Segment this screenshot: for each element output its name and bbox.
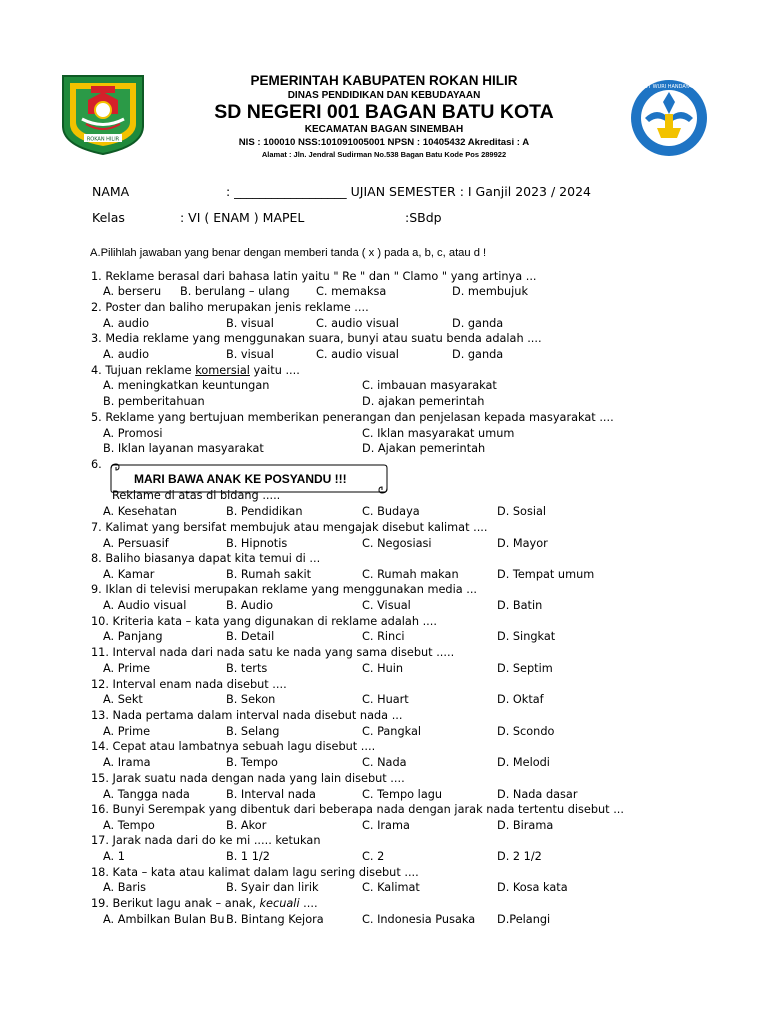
q7-option-c[interactable]: C. Negosiasi <box>362 537 432 550</box>
q9-option-a[interactable]: A. Audio visual <box>103 599 187 612</box>
q13-option-b[interactable]: B. Selang <box>226 725 280 738</box>
q8-option-b[interactable]: B. Rumah sakit <box>226 568 312 581</box>
q13-option-d[interactable]: D. Scondo <box>497 725 555 738</box>
question-2: 2. Poster dan baliho merupakan jenis reklame .... <box>91 301 369 314</box>
q19-option-d[interactable]: D.Pelangi <box>497 913 551 926</box>
q9-option-c[interactable]: C. Visual <box>362 599 411 612</box>
school-name: SD NEGERI 001 BAGAN BATU KOTA <box>214 101 554 123</box>
posyandu-banner-text: MARI BAWA ANAK KE POSYANDU !!! <box>134 472 347 486</box>
q5-option-b[interactable]: B. Iklan layanan masyarakat <box>103 442 264 455</box>
q12-option-a[interactable]: A. Sekt <box>103 693 143 706</box>
question-11: 11. Interval nada dari nada satu ke nada yang sama disebut ..... <box>91 646 455 659</box>
q13-option-c[interactable]: C. Pangkal <box>362 725 422 738</box>
q19-text-post: .... <box>299 897 318 910</box>
q4-text-underlined: komersial <box>195 364 250 377</box>
nama-label: NAMA <box>92 184 130 199</box>
q4-text-pre: 4. Tujuan reklame <box>91 364 196 377</box>
q3-option-c[interactable]: C. audio visual <box>316 348 399 361</box>
q16-option-d[interactable]: D. Birama <box>497 819 554 832</box>
q11-option-a[interactable]: A. Prime <box>103 662 151 675</box>
q17-option-c[interactable]: C. 2 <box>362 850 385 863</box>
question-16: 16. Bunyi Serempak yang dibentuk dari beberapa nada dengan jarak nada tertentu disebut ... <box>91 803 624 816</box>
q12-option-d[interactable]: D. Oktaf <box>497 693 544 706</box>
q12-option-c[interactable]: C. Huart <box>362 693 409 706</box>
q5-option-d[interactable]: D. Ajakan pemerintah <box>362 442 486 455</box>
q18-option-c[interactable]: C. Kalimat <box>362 881 420 894</box>
q11-option-c[interactable]: C. Huin <box>362 662 404 675</box>
q4-option-c[interactable]: C. imbauan masyarakat <box>362 379 497 392</box>
q7-option-a[interactable]: A. Persuasif <box>103 537 169 550</box>
question-15: 15. Jarak suatu nada dengan nada yang lain disebut .... <box>91 772 405 785</box>
question-17: 17. Jarak nada dari do ke mi ..... ketukan <box>91 834 321 847</box>
question-13: 13. Nada pertama dalam interval nada disebut nada ... <box>91 709 403 722</box>
q2-option-b[interactable]: B. visual <box>226 317 274 330</box>
q1-option-d[interactable]: D. membujuk <box>452 285 529 298</box>
q6-option-c[interactable]: C. Budaya <box>362 505 420 518</box>
q5-option-a[interactable]: A. Promosi <box>103 427 163 440</box>
question-3: 3. Media reklame yang menggunakan suara, bunyi atau suatu benda adalah .... <box>91 332 542 345</box>
q3-option-b[interactable]: B. visual <box>226 348 274 361</box>
question-5: 5. Reklame yang bertujuan memberikan penerangan dan penjelasan kepada masyarakat .... <box>91 411 614 424</box>
kelas-value: : VI ( ENAM ) MAPEL <box>180 210 305 225</box>
q19-option-b[interactable]: B. Bintang Kejora <box>226 913 324 926</box>
q14-option-c[interactable]: C. Nada <box>362 756 407 769</box>
q4-option-d[interactable]: D. ajakan pemerintah <box>362 395 485 408</box>
nama-value: : __________________ UJIAN SEMESTER : I Ganjil 2023 / 2024 <box>226 184 591 199</box>
q11-option-b[interactable]: B. terts <box>226 662 268 675</box>
q10-option-d[interactable]: D. Singkat <box>497 630 556 643</box>
q2-option-c[interactable]: C. audio visual <box>316 317 399 330</box>
question-14: 14. Cepat atau lambatnya sebuah lagu disebut .... <box>91 740 376 753</box>
q7-option-b[interactable]: B. Hipnotis <box>226 537 288 550</box>
question-7: 7. Kalimat yang bersifat membujuk atau mengajak disebut kalimat .... <box>91 521 488 534</box>
q14-option-d[interactable]: D. Melodi <box>497 756 550 769</box>
q17-option-a[interactable]: A. 1 <box>103 850 125 863</box>
q4-option-b[interactable]: B. pemberitahuan <box>103 395 205 408</box>
q4-text-post: yaitu .... <box>249 364 300 377</box>
q1-option-a[interactable]: A. berseru <box>103 285 162 298</box>
q6-option-a[interactable]: A. Kesehatan <box>103 505 177 518</box>
question-19 <box>91 897 318 911</box>
question-4 <box>91 364 300 378</box>
q15-option-b[interactable]: B. Interval nada <box>226 788 316 801</box>
q9-option-b[interactable]: B. Audio <box>226 599 274 612</box>
q8-option-a[interactable]: A. Kamar <box>103 568 155 581</box>
q8-option-d[interactable]: D. Tempat umum <box>497 568 595 581</box>
q1-option-b[interactable]: B. berulang – ulang <box>180 285 290 298</box>
left-logo-text: ROKAN HILIR <box>86 136 120 143</box>
q16-option-b[interactable]: B. Akor <box>226 819 267 832</box>
question-6-number: 6. <box>91 458 102 471</box>
q1-option-c[interactable]: C. memaksa <box>316 285 387 298</box>
q15-option-c[interactable]: C. Tempo lagu <box>362 788 443 801</box>
right-logo-text: TUT WURI HANDAYANI <box>641 84 697 90</box>
q19-text-italic: kecuali <box>259 897 300 910</box>
q7-option-d[interactable]: D. Mayor <box>497 537 548 550</box>
q10-option-c[interactable]: C. Rinci <box>362 630 405 643</box>
q5-option-c[interactable]: C. Iklan masyarakat umum <box>362 427 515 440</box>
q15-option-d[interactable]: D. Nada dasar <box>497 788 578 801</box>
q2-option-d[interactable]: D. ganda <box>452 317 504 330</box>
q16-option-c[interactable]: C. Irama <box>362 819 410 832</box>
instruction: A.Pilihlah jawaban yang benar dengan memberi tanda ( x ) pada a, b, c, atau d ! <box>90 247 487 259</box>
question-6: Reklame di atas di bidang ..... <box>112 489 281 502</box>
header-department: DINAS PENDIDIKAN DAN KEBUDAYAAN <box>287 90 481 101</box>
q12-option-b[interactable]: B. Sekon <box>226 693 276 706</box>
header-government: PEMERINTAH KABUPATEN ROKAN HILIR <box>250 73 518 88</box>
header-district: KECAMATAN BAGAN SINEMBAH <box>304 124 464 135</box>
q19-option-a[interactable]: A. Ambilkan Bulan Bu <box>103 913 225 926</box>
q10-option-b[interactable]: B. Detail <box>226 630 275 643</box>
q18-option-d[interactable]: D. Kosa kata <box>497 881 568 894</box>
q8-option-c[interactable]: C. Rumah makan <box>362 568 459 581</box>
question-8: 8. Baliho biasanya dapat kita temui di ... <box>91 552 321 565</box>
header-address: Alamat : Jln. Jendral Sudirman No.538 Bagan Batu Kode Pos 289922 <box>261 150 507 159</box>
q4-option-a[interactable]: A. meningkatkan keuntungan <box>103 379 270 392</box>
question-10: 10. Kriteria kata – kata yang digunakan di reklame adalah .... <box>91 615 437 628</box>
kelas-label: Kelas <box>92 210 125 225</box>
q11-option-d[interactable]: D. Septim <box>497 662 553 675</box>
q16-option-a[interactable]: A. Tempo <box>103 819 155 832</box>
q17-option-d[interactable]: D. 2 1/2 <box>497 850 542 863</box>
q6-option-b[interactable]: B. Pendidikan <box>226 505 303 518</box>
question-12: 12. Interval enam nada disebut .... <box>91 678 287 691</box>
question-1: 1. Reklame berasal dari bahasa latin yaitu " Re " dan " Clamo " yang artinya ... <box>91 270 537 283</box>
q19-option-c[interactable]: C. Indonesia Pusaka <box>362 913 476 926</box>
header-ids: NIS : 100010 NSS:101091005001 NPSN : 10405432 Akreditasi : A <box>238 137 530 148</box>
q17-option-b[interactable]: B. 1 1/2 <box>226 850 270 863</box>
question-9: 9. Iklan di televisi merupakan reklame yang menggunakan media ... <box>91 583 478 596</box>
q19-text-pre: 19. Berikut lagu anak – anak, <box>91 897 260 910</box>
q3-option-a[interactable]: A. audio <box>103 348 150 361</box>
q9-option-d[interactable]: D. Batin <box>497 599 543 612</box>
q3-option-d[interactable]: D. ganda <box>452 348 504 361</box>
q13-option-a[interactable]: A. Prime <box>103 725 151 738</box>
mapel-value: :SBdp <box>405 210 442 225</box>
q14-option-a[interactable]: A. Irama <box>103 756 151 769</box>
q18-option-a[interactable]: A. Baris <box>103 881 147 894</box>
q18-option-b[interactable]: B. Syair dan lirik <box>226 881 319 894</box>
q10-option-a[interactable]: A. Panjang <box>103 630 163 643</box>
q14-option-b[interactable]: B. Tempo <box>226 756 278 769</box>
q15-option-a[interactable]: A. Tangga nada <box>103 788 190 801</box>
question-18: 18. Kata – kata atau kalimat dalam lagu sering disebut .... <box>91 866 419 879</box>
q6-option-d[interactable]: D. Sosial <box>497 505 547 518</box>
q2-option-a[interactable]: A. audio <box>103 317 150 330</box>
